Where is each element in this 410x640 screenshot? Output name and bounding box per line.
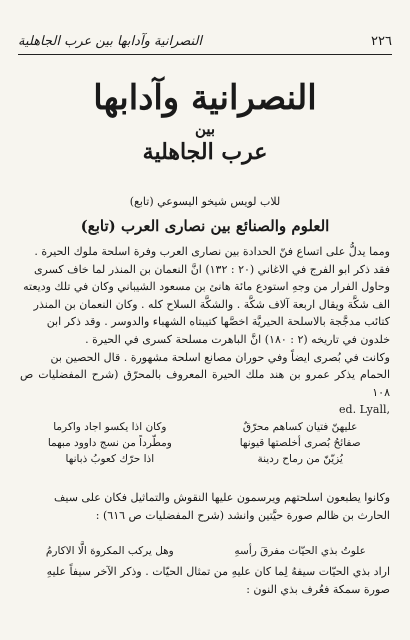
paragraph-4 — [20, 563, 390, 598]
verse-line — [22, 419, 388, 435]
running-title: النصرانية وآدابها بين عرب الجاهلية — [18, 33, 203, 49]
poem-block-2 — [22, 543, 388, 559]
poem-block-1 — [22, 419, 388, 467]
page-number: ٢٢٦ — [371, 33, 392, 49]
latin-citation: ed. Lyall, — [339, 403, 390, 417]
hemistich-second: وهل يركب المكروهَ الَّا الاكارمُ — [45, 545, 174, 557]
hemistich-first: يُزيّنّ من رماح ردينة — [257, 453, 343, 465]
text-line: ومما يدلُّ على اتساع فنّ الحدادة بين نصارى العرب وفرة اسلحة ملوك الحيرة . — [34, 245, 390, 258]
article-title: النصرانية وآدابها — [93, 78, 317, 118]
hemistich-second: اذا حرّك كعوبُ ذبانها — [65, 453, 155, 465]
text-line: اراد بذي الحيّات سيفهُ لِما كان عليهِ من تمثال الحيّات . وذكر الآخر سيفاً عليهِ — [46, 565, 390, 578]
verse-line — [22, 435, 388, 451]
text-line: خلدون في تاريخه (٢ : ١٨٠) انَّ الباهرت مسلحة كسرى في الحيرة . — [85, 332, 390, 346]
hemistich-first: علوتُ بذي الحيّات مفرقَ رأسهِ — [234, 545, 366, 557]
text-line: فقد ذكر ابو الفرج في الاغاني (٢٠ : ١٣٢) انَّ النعمان بن المنذر لما خاف كسرى — [33, 262, 390, 276]
verse-line — [22, 543, 388, 559]
text-line: صورة سمكة فعُرف بذي النون : — [246, 582, 390, 596]
hemistich-second: ومطّرداً من نسج داوود مبهما — [47, 437, 172, 449]
text-line: الحارث بن ظالم صورة حيَّتين وانشد (شرح المفضليات ص ٦١٦) : — [95, 508, 390, 522]
article-title-connector: بين — [194, 120, 216, 138]
text-line: وحاول الفرار من وجهِ استودع مائة هانئ بن مسعود الشيباني وكان في تلك وديعته — [23, 280, 390, 294]
text-line: وكانوا يطبعون اسلحتهم ويرسمون عليها النقوش والتماثيل فكان على سيف — [53, 491, 390, 504]
text-line: الحمام يذكر عمرو بن هند ملك الحيرة المعروف بالمحرّق (شرح المفضليات ص ١٠٨ — [20, 368, 390, 399]
author-byline: للاب لويس شيخو اليسوعي (تابع) — [129, 195, 281, 208]
paragraph-3 — [20, 489, 390, 524]
section-heading: العلوم والصنائع بين نصارى العرب (تابع) — [80, 217, 330, 235]
article-title-block — [0, 78, 410, 166]
verse-line — [22, 451, 388, 467]
text-line: وكانت في بُصرى ايضاً وفي حوران مصانع اسلحة مشهورة . قال الحصين بن — [50, 350, 390, 364]
hemistich-second: وكان اذا يكسو اجاد واكرما — [53, 421, 167, 433]
running-header — [18, 28, 392, 55]
text-line: الف شكَّة ويقال اربعة آلاف شكَّة . والشكَّة السلاح كله . وكان النعمان بن المنذر — [33, 297, 390, 311]
article-subtitle: عرب الجاهلية — [142, 139, 268, 165]
paragraph-1 — [20, 243, 390, 419]
text-line: كتائب مدجَّجة بالاسلحة الحيريَّة اخصَّها كتيبتاه الشهباء والدوسر . وقد ذكر ابن — [46, 315, 390, 329]
hemistich-first: صفائحُ بُصرى أخلصتها قيونها — [239, 437, 361, 449]
hemistich-first: عليهنّ فتيان كساهم محرّقٌ — [242, 421, 358, 433]
text-line-latin — [20, 401, 390, 419]
